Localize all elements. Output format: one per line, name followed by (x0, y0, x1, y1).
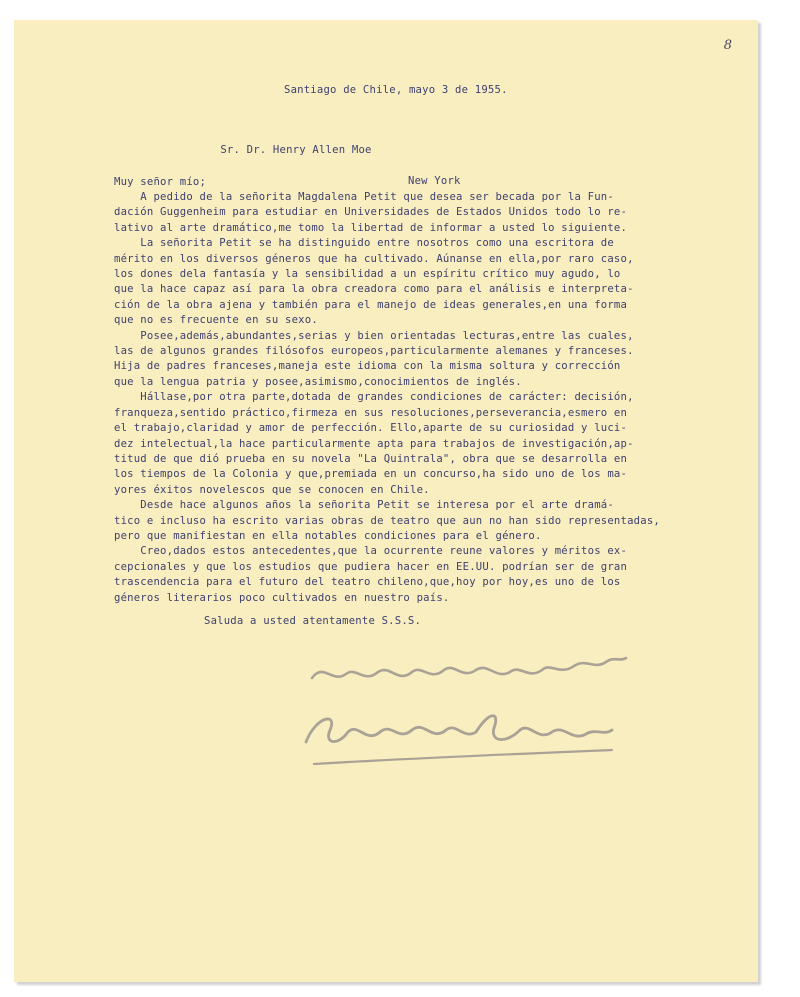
body-line: titud de que dió prueba en su novela "La Quintrala", obra que se desarrolla en (114, 452, 628, 465)
body-line: dez intelectual,la hace particularmente apta para trabajos de investigación,ap- (114, 437, 634, 450)
body-line: A pedido de la señorita Magdalena Petit que desea ser becada por la Fun- (114, 191, 614, 203)
handwritten-annotation (294, 650, 634, 770)
body-line: tico e incluso ha escrito varias obras de teatro que aun no han sido representadas, (114, 514, 660, 527)
body-line: cepcionales y que los estudios que pudiera hacer en EE.UU. podrían ser de gran (114, 560, 628, 573)
body-line: dación Guggenheim para estudiar en Universidades de Estados Unidos todo lo re- (114, 206, 628, 219)
body-line: los dones dela fantasía y la sensibilidad a un espíritu crítico muy agudo, lo (114, 268, 621, 281)
body-line: las de algunos grandes filósofos europeos,particularmente alemanes y franceses. (114, 345, 634, 358)
body-line: trascendencia para el futuro del teatro chileno,que,hoy por hoy,es uno de los (114, 576, 621, 589)
body-line: Hija de padres franceses,maneja este idioma con la misma soltura y corrección (114, 360, 621, 373)
body-line: ción de la obra ajena y también para el manejo de ideas generales,en una forma (114, 298, 628, 311)
body-line: que la hace capaz así para la obra creadora como para el análisis e interpreta- (114, 283, 634, 296)
body-line: Desde hace algunos años la señorita Petit se interesa por el arte dramá- (114, 499, 614, 512)
letter-date: Santiago de Chile, mayo 3 de 1955. (284, 84, 508, 96)
body-line: Creo,dados estos antecedentes,que la ocurrente reune valores y méritos ex- (114, 545, 628, 558)
body-line: que la lengua patria y posee,asimismo,conocimientos de inglés. (114, 375, 522, 388)
body-line: lativo al arte dramático,me tomo la libertad de informar a usted lo siguiente. (114, 221, 628, 234)
body-line: Hállase,por otra parte,dotada de grandes condiciones de carácter: decisión, (114, 391, 634, 404)
body-line: géneros literarios poco cultivados en nuestro país. (114, 591, 450, 604)
body-line: mérito en los diversos géneros que ha cultivado. Aúnanse en ella,por raro caso, (114, 252, 634, 265)
letter-page (14, 20, 758, 982)
page-number: 8 (723, 38, 732, 53)
salutation: Muy señor mío; (114, 176, 207, 188)
body-line: yores éxitos novelescos que se conocen en Chile. (114, 483, 430, 496)
body-line: el trabajo,claridad y amor de perfección. Ello,aparte de su curiosidad y luci- (114, 422, 628, 435)
body-line: pero que manifiestan en ella notables condiciones para el género. (114, 529, 542, 542)
letter-body (114, 190, 754, 606)
addressee-name: Sr. Dr. Henry Allen Moe (220, 144, 372, 157)
addressee-city: New York (408, 174, 461, 187)
body-line: que no es frecuente en su sexo. (114, 314, 318, 327)
closing-line: Saluda a usted atentamente S.S.S. (204, 615, 422, 627)
body-line: La señorita Petit se ha distinguido entre nosotros como una escritora de (114, 237, 614, 250)
body-line: los tiempos de la Colonia y que,premiada en un concurso,ha sido uno de los ma- (114, 468, 628, 481)
body-line: Posee,además,abundantes,serias y bien orientadas lecturas,entre las cuales, (114, 329, 634, 342)
body-line: franqueza,sentido práctico,firmeza en sus resoluciones,perseverancia,esmero en (114, 406, 628, 419)
